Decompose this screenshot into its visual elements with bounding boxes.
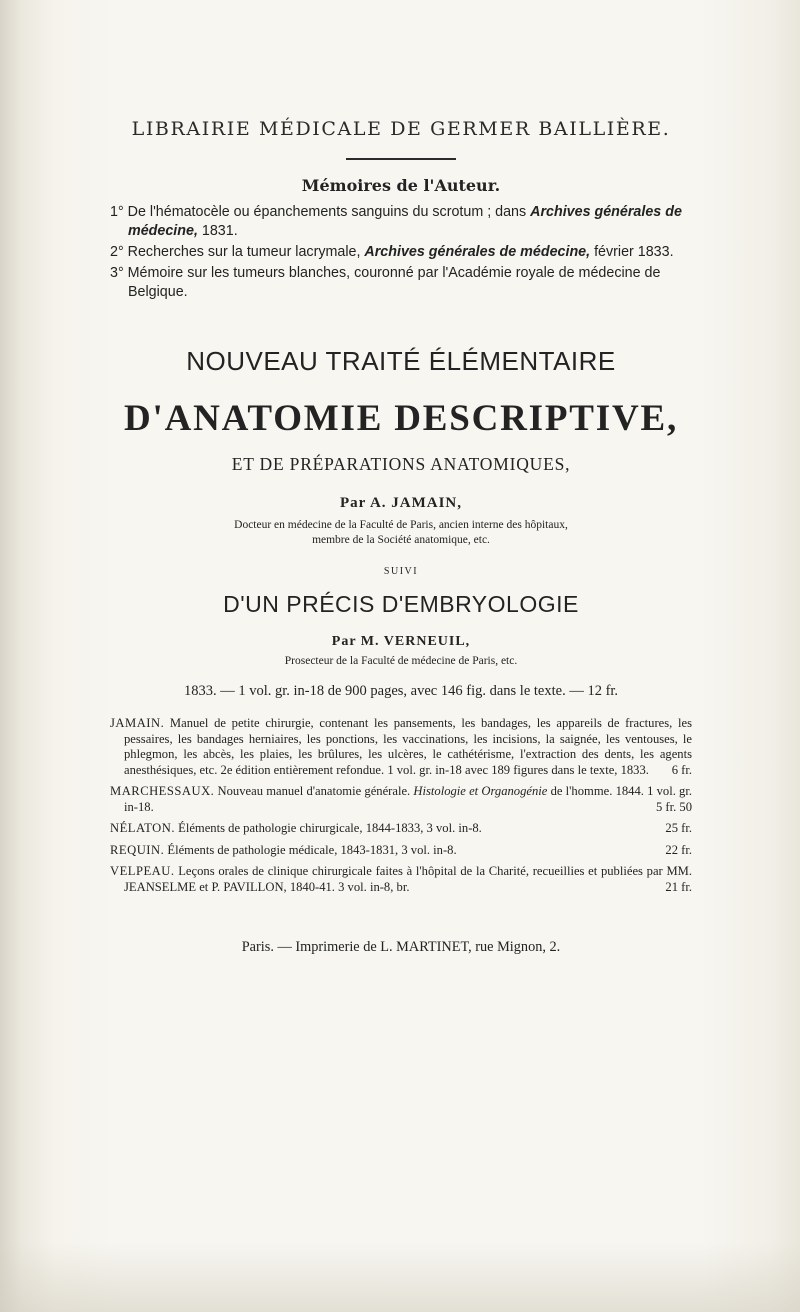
edition-info: 1833. — 1 vol. gr. in-18 de 900 pages, avec 146 fig. dans le texte. — 12 fr. [183, 683, 619, 699]
memoir-item-3: 3° Mémoire sur les tumeurs blanches, couronné par l'Académie royale de médecine de Belgique. [110, 265, 661, 300]
catalog-price: 6 fr. [671, 762, 692, 777]
book-title-line-2: D'ANATOMIE DESCRIPTIVE, [124, 398, 678, 439]
book-title-line-1: NOUVEAU TRAITÉ ÉLÉMENTAIRE [186, 346, 616, 376]
book-author: Par A. JAMAIN, [339, 495, 463, 511]
printer-imprint: Paris. — Imprimerie de L. MARTINET, rue Mignon, 2. [241, 939, 561, 955]
book-author-description: Docteur en médecine de la Faculté de Paris, ancien interne des hôpitaux, membre de la Société anatomique, etc. [234, 519, 568, 546]
publisher-heading: LIBRAIRIE MÉDICALE DE GERMER BAILLIÈRE. [131, 118, 671, 140]
catalog-price: 25 fr. [665, 821, 692, 835]
catalog-list [110, 716, 692, 895]
catalog-price: 21 fr. [665, 879, 692, 894]
divider-rule [346, 158, 456, 160]
book-title-line-4: D'UN PRÉCIS D'EMBRYOLOGIE [223, 591, 579, 617]
catalog-entry: VELPEAU. Leçons orales de clinique chirurgicale faites à l'hôpital de la Charité, recueillies et publiées par MM. JEANSELME et P. PAVILLON, 1840-41. 3 vol. in-8, br. 21 fr. [110, 864, 692, 894]
page-content [110, 78, 692, 956]
suivi-label: SUIVI [383, 566, 419, 577]
catalog-entry: NÉLATON. Éléments de pathologie chirurgicale, 1844-1833, 3 vol. in-8. 25 fr. [110, 821, 692, 835]
catalog-entry: MARCHESSAUX. Nouveau manuel d'anatomie générale. Histologie et Organogénie de l'homme. 1844. 1 vol. gr. in-18. 5 fr. 50 [110, 784, 692, 814]
memoir-item-1: 1° De l'hématocèle ou épanchements sanguins du scrotum ; dans Archives générales de médecine, 1831. [110, 204, 682, 239]
book-coauthor-description: Prosecteur de la Faculté de médecine de Paris, etc. [284, 655, 518, 667]
book-title-line-3: ET DE PRÉPARATIONS ANATOMIQUES, [231, 454, 571, 474]
catalog-entry: JAMAIN. Manuel de petite chirurgie, contenant les pansements, les bandages, les appareils de fractures, les pessaires, les bandages herniaires, les ponctions, les vaccinations, les incisions, la saignée, les ventouses, le phlegmon, les abcès, les plaies, les brûlures, les ulcères, le cathétérisme, l'extraction des dents, les agents anesthésiques, etc. 2e édition entièrement refondue. 1 vol. gr. in-18 avec 189 figures dans le texte, 1833. 6 fr. [110, 716, 692, 777]
book-coauthor: Par M. VERNEUIL, [331, 634, 471, 649]
memoir-item-2: 2° Recherches sur la tumeur lacrymale, Archives générales de médecine, février 1833. [110, 244, 674, 260]
catalog-entry: REQUIN. Éléments de pathologie médicale, 1843-1831, 3 vol. in-8. 22 fr. [110, 842, 692, 857]
memoirs-title: Mémoires de l'Auteur. [301, 176, 501, 195]
catalog-price: 22 fr. [665, 842, 692, 857]
catalog-price: 5 fr. 50 [655, 799, 692, 814]
